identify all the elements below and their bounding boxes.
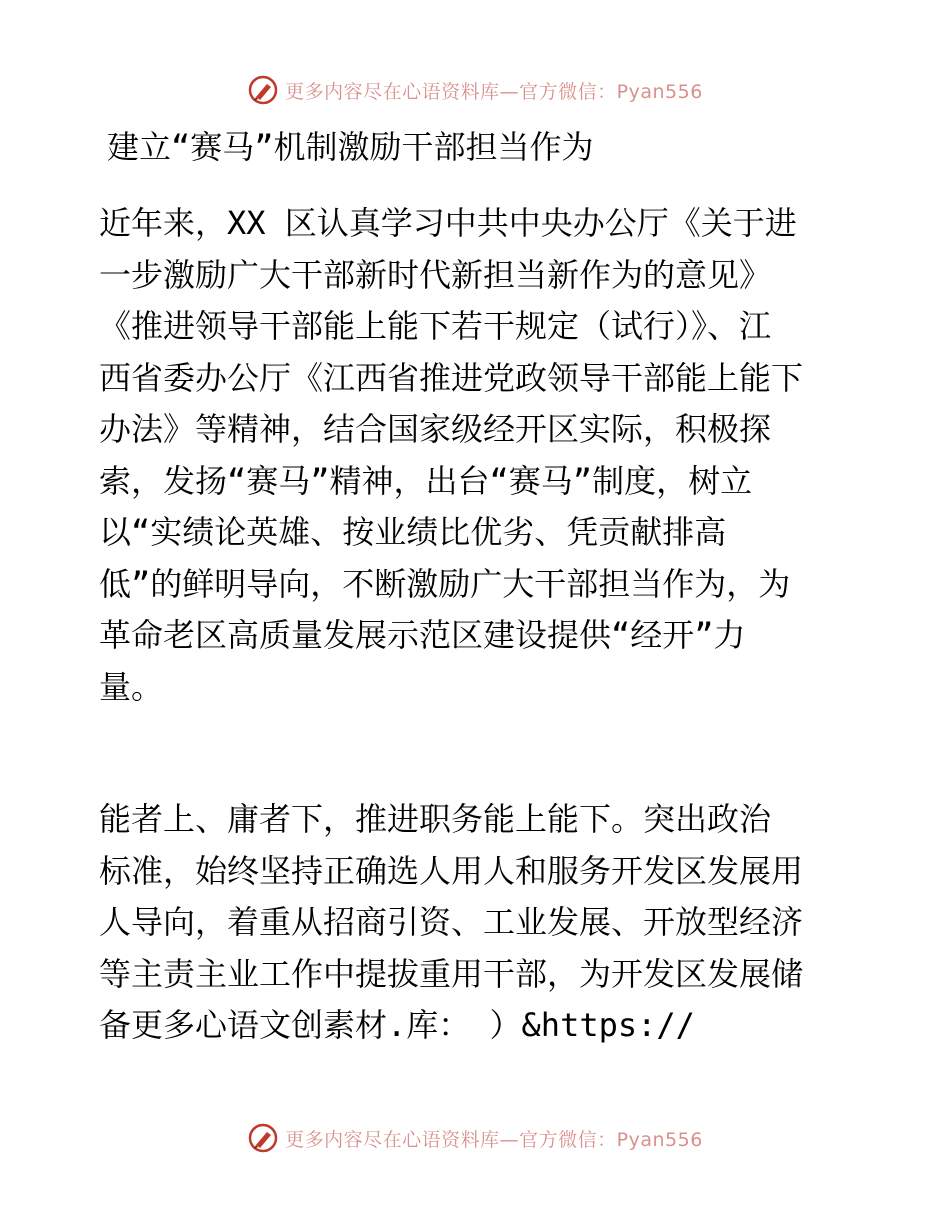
header-watermark (0, 70, 950, 110)
paragraph-1 (99, 198, 859, 713)
text-line: 标准，始终坚持正确选人用人和服务开发区发展用 (99, 851, 804, 890)
text-line: 备更多心语文创素材.库： ）&https:// (99, 1006, 695, 1044)
footer-watermark (0, 1118, 950, 1158)
text-line: 量。 (99, 667, 164, 706)
watermark-text: 更多内容尽在心语资料库—官方微信：Pyan556 (285, 1128, 703, 1151)
text-line: 革命老区高质量发展示范区建设提供“经开”力 (99, 616, 746, 654)
text-line: 能者上、庸者下，推进职务能上能下。突出政治 (99, 800, 772, 838)
document-title: 建立“赛马”机制激励干部担当作为 (107, 128, 594, 166)
paragraph-2 (99, 794, 859, 1052)
text-line: 办法》等精神，结合国家级经开区实际，积极探 (99, 410, 772, 448)
text-line: 以“实绩论英雄、按业绩比优劣、凭贡献排高 (99, 513, 727, 551)
text-line: 《推进领导干部能上能下若干规定（试行）》、江 (99, 307, 772, 345)
text-line: 近年来，XX 区认真学习中共中央办公厅《关于进 (99, 204, 797, 242)
text-line: 人导向，着重从招商引资、工业发展、开放型经济 (99, 903, 804, 941)
text-line: 索，发扬“赛马”精神，出台“赛马”制度，树立 (99, 461, 753, 500)
pen-logo-icon (247, 74, 279, 106)
text-line: 一步激励广大干部新时代新担当新作为的意见》 (99, 255, 772, 294)
text-line: 等主责主业工作中提拔重用干部，为开发区发展储 (99, 954, 804, 993)
pen-logo-icon (247, 1122, 279, 1154)
watermark-text: 更多内容尽在心语资料库—官方微信：Pyan556 (285, 80, 703, 103)
text-line: 西省委办公厅《江西省推进党政领导干部能上能下 (99, 358, 804, 397)
text-line: 低”的鲜明导向，不断激励广大干部担当作为，为 (99, 564, 791, 603)
